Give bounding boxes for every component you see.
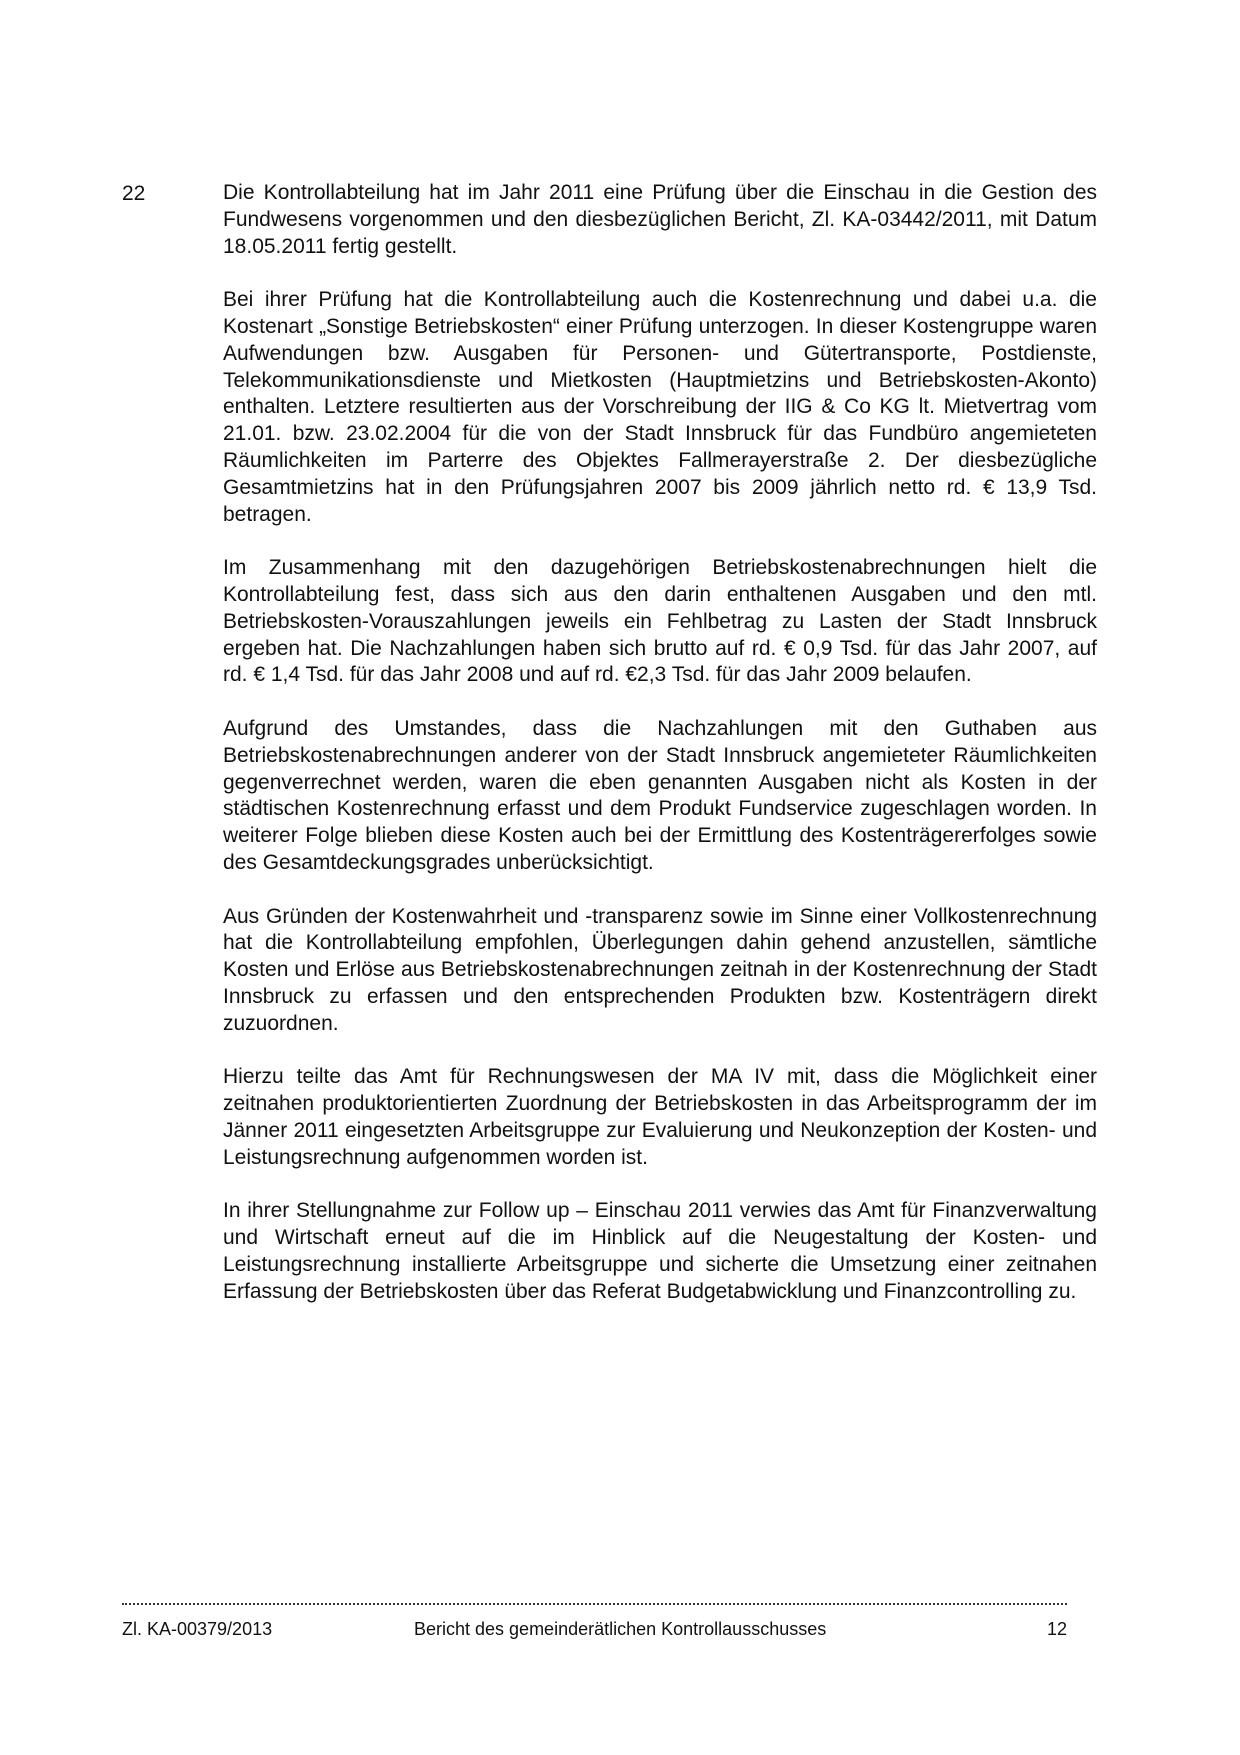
footer-title: Bericht des gemeinderätlichen Kontrollausschusses xyxy=(414,1619,827,1639)
footer-reference: Zl. KA-00379/2013 xyxy=(122,1619,273,1639)
footer-page-number: 12 xyxy=(1046,1619,1067,1639)
paragraph-7: In ihrer Stellungnahme zur Follow up – Einschau 2011 verwies das Amt für Finanzverwaltung und Wirtschaft erneut auf die im Hinblick auf die Neugestaltung der Kosten- und Leistungsrechnung installierte Arbeitsgruppe und sicherte die Umsetzung einer zeitnahen Erfassung der Betriebskosten über das Referat Budgetabwicklung und Finanzcontrolling zu. xyxy=(223,1199,1097,1303)
paragraph-4: Aufgrund des Umstandes, dass die Nachzahlungen mit den Guthaben aus Betriebskostenabrechnungen anderer von der Stadt Innsbruck angemieteter Räumlichkeiten gegenverrechnet werden, waren die eben genannten Ausgaben nicht als Kosten in der städtischen Kostenrechnung erfasst und dem Produkt Fundservice zugeschlagen worden. In weiterer Folge blieben diese Kosten auch bei der Ermittlung des Kostenträgererfolges sowie des Gesamtdeckungsgrades unberücksichtigt. xyxy=(223,716,1097,874)
section-number: 22 xyxy=(122,182,146,205)
paragraph-3: Im Zusammenhang mit den dazugehörigen Betriebskostenabrechnungen hielt die Kontrollabteilung fest, dass sich aus den darin enthaltenen Ausgaben und den mtl. Betriebskosten-Vorauszahlungen jeweils ein Fehlbetrag zu Lasten der Stadt Innsbruck ergeben hat. Die Nachzahlungen haben sich brutto auf rd. € 0,9 Tsd. für das Jahr 2007, auf rd. € 1,4 Tsd. für das Jahr 2008 und auf rd. €2,3 Tsd. für das Jahr 2009 belaufen. xyxy=(223,556,1097,687)
report-body xyxy=(223,180,1097,1332)
page-footer xyxy=(122,1617,1067,1641)
footer-divider xyxy=(122,1597,1067,1605)
paragraph-2: Bei ihrer Prüfung hat die Kontrollabteilung auch die Kostenrechnung und dabei u.a. die Kostenart „Sonstige Betriebskosten“ einer Prüfung unterzogen. In dieser Kostengruppe waren Aufwendungen bzw. Ausgaben für Personen- und Gütertransporte, Postdienste, Telekommunikationsdienste und Mietkosten (Hauptmietzins und Betriebskosten-Akonto) enthalten. Letztere resultierten aus der Vorschreibung der IIG & Co KG lt. Mietvertrag vom 21.01. bzw. 23.02.2004 für die von der Stadt Innsbruck für das Fundbüro angemieteten Räumlichkeiten im Parterre des Objektes Fallmerayerstraße 2. Der diesbezügliche Gesamtmietzins hat in den Prüfungsjahren 2007 bis 2009 jährlich netto rd. € 13,9 Tsd. betragen. xyxy=(223,288,1097,526)
paragraph-5: Aus Gründen der Kostenwahrheit und -transparenz sowie im Sinne einer Vollkostenrechnung hat die Kontrollabteilung empfohlen, Überlegungen dahin gehend anzustellen, sämtliche Kosten und Erlöse aus Betriebskostenabrechnungen zeitnah in der Kostenrechnung der Stadt Innsbruck zu erfassen und den entsprechenden Produkten bzw. Kostenträgern direkt zuzuordnen. xyxy=(223,904,1097,1035)
paragraph-6: Hierzu teilte das Amt für Rechnungswesen der MA IV mit, dass die Möglichkeit einer zeitnahen produktorientierten Zuordnung der Betriebskosten in das Arbeitsprogramm der im Jänner 2011 eingesetzten Arbeitsgruppe zur Evaluierung und Neukonzeption der Kosten- und Leistungsrechnung aufgenommen worden ist. xyxy=(223,1065,1097,1169)
paragraph-1: Die Kontrollabteilung hat im Jahr 2011 eine Prüfung über die Einschau in die Gestion des Fundwesens vorgenommen und den diesbezüglichen Bericht, Zl. KA-03442/2011, mit Datum 18.05.2011 fertig gestellt. xyxy=(223,181,1097,258)
